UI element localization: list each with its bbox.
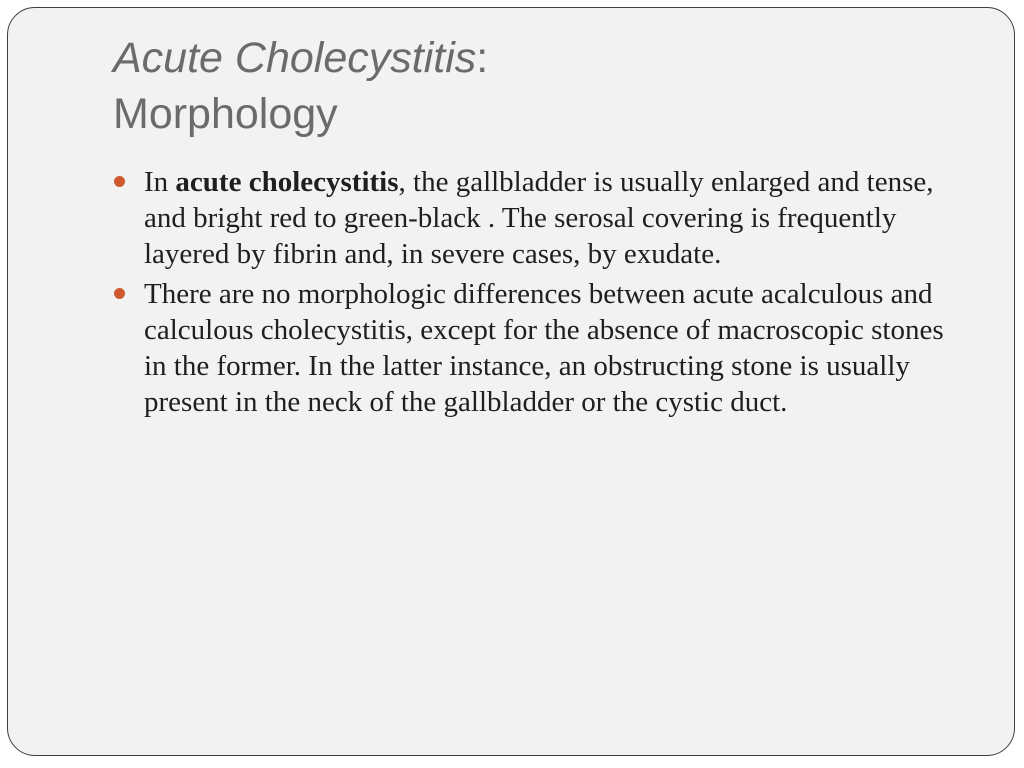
title-italic-part: Acute Cholecystitis xyxy=(113,34,477,82)
bullet-item-1 xyxy=(113,164,973,272)
bullet-dot-icon xyxy=(114,288,125,299)
bullet-1-prefix: In xyxy=(144,166,176,198)
bullet-2-text: There are no morphologic differences between acute acalculous and calculous cholecystitis, except for the absence of macroscopic stones in the former. In the latter instance, an obstructing stone is usually present in the neck of the gallbladder or the cystic duct. xyxy=(144,278,944,418)
title-colon: : xyxy=(476,34,489,82)
bullet-list xyxy=(113,164,973,424)
title-line2: Morphology xyxy=(113,90,338,138)
slide-title xyxy=(113,30,913,142)
bullet-1-text: , the gallbladder is usually enlarged and tense, and bright red to green-black . The serosal covering is frequently layered by fibrin and, in severe cases, by exudate. xyxy=(144,166,934,270)
bullet-item-2 xyxy=(113,276,973,420)
bullet-1-bold-term: acute cholecystitis xyxy=(175,166,399,198)
bullet-dot-icon xyxy=(114,176,125,187)
